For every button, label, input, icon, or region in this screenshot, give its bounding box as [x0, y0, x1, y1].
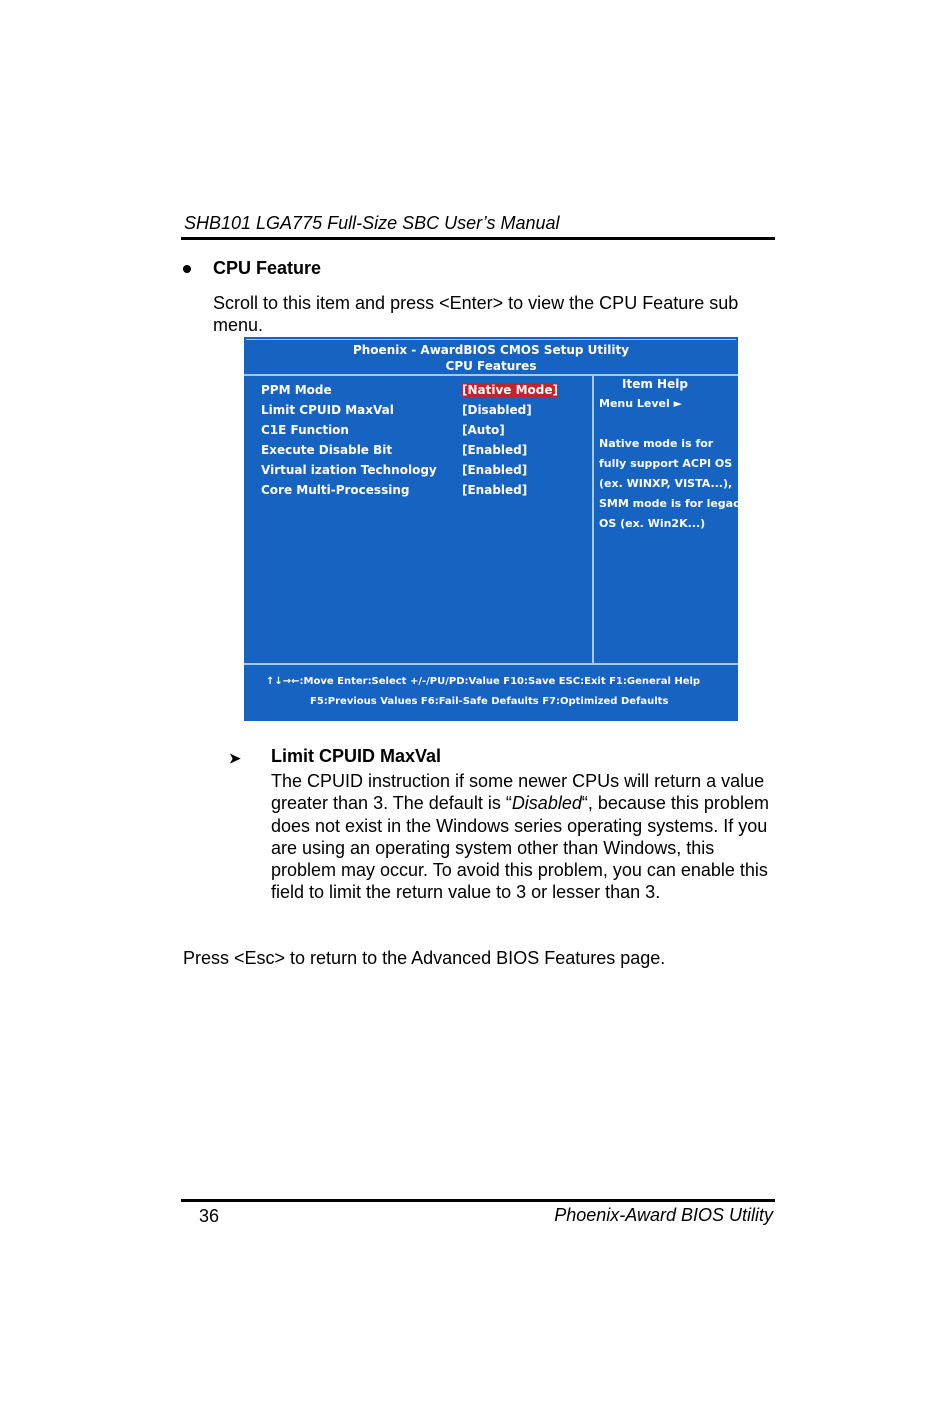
bios-value-virtualization[interactable]: [Enabled]	[462, 463, 528, 477]
closing-instruction: Press <Esc> to return to the Advanced BIOS Features page.	[183, 948, 666, 968]
bios-help-divider	[592, 374, 594, 664]
bios-title: Phoenix - AwardBIOS CMOS Setup Utility	[352, 343, 630, 357]
section-intro: Scroll to this item and press <Enter> to view the CPU Feature sub menu.	[213, 293, 739, 335]
bios-help-title: Item Help	[622, 377, 688, 391]
bios-footer-defaults: F5:Previous Values F6:Fail-Safe Defaults F7:Optimized Defaults	[310, 696, 669, 707]
chevron-right-icon: ➤	[229, 750, 241, 766]
bios-footer-keys: ↑↓→←:Move Enter:Select +/-/PU/PD:Value F10:Save ESC:Exit F1:General Help	[266, 676, 701, 687]
bios-item-limit-cpuid: Limit CPUID MaxVal	[261, 403, 394, 417]
bios-item-c1e: C1E Function	[261, 423, 349, 437]
bios-value-core-multi[interactable]: [Enabled]	[462, 483, 528, 497]
body-text-start: The CPUID instruction if some newer CPUs will return a value greater than 3. The default is “	[271, 771, 765, 814]
bios-help-line: Native mode is for	[599, 437, 714, 450]
bios-help-line: SMM mode is for legacy	[599, 497, 747, 510]
bios-value-c1e[interactable]: [Auto]	[462, 423, 505, 437]
subsection-heading: Limit CPUID MaxVal	[271, 746, 442, 766]
footer-title: Phoenix-Award BIOS Utility	[554, 1205, 773, 1225]
bios-help-line: OS (ex. Win2K...)	[599, 517, 706, 530]
page-number: 36	[199, 1206, 220, 1226]
bios-title-divider	[244, 374, 738, 376]
bios-item-virtualization: Virtual ization Technology	[261, 463, 437, 477]
bios-value-execute-disable[interactable]: [Enabled]	[462, 443, 528, 457]
bios-help-line: fully support ACPI OS	[599, 457, 733, 470]
manual-title: SHB101 LGA775 Full-Size SBC User’s Manual	[184, 213, 560, 233]
bullet-icon	[183, 265, 191, 273]
bios-screenshot	[244, 337, 747, 721]
bios-border-top	[246, 339, 736, 340]
bios-menu-level: Menu Level ►	[599, 397, 683, 410]
bios-item-core-multi: Core Multi-Processing	[261, 483, 410, 497]
footer-rule	[181, 1199, 775, 1202]
default-value-emphasis: Disabled	[511, 793, 582, 814]
bios-value-limit-cpuid[interactable]: [Disabled]	[462, 403, 532, 417]
header-rule	[181, 237, 775, 240]
bios-footer-divider	[244, 663, 738, 665]
bios-subtitle: CPU Features	[445, 359, 537, 373]
bios-help-line: (ex. WINXP, VISTA...),	[599, 477, 733, 490]
subsection-body	[271, 770, 771, 904]
bios-item-ppm-mode: PPM Mode	[261, 383, 332, 397]
section-heading: CPU Feature	[213, 258, 322, 278]
body-text-end: “, because this problem does not exist in the Windows series operating systems. If you are using an operating system other than Windows, this problem may occur. To avoid this problem, you can enable this field to limit the return value to 3 or lesser than 3.	[271, 793, 769, 903]
bios-value-ppm-mode[interactable]: [Native Mode]	[462, 383, 559, 397]
bios-item-execute-disable: Execute Disable Bit	[261, 443, 393, 457]
